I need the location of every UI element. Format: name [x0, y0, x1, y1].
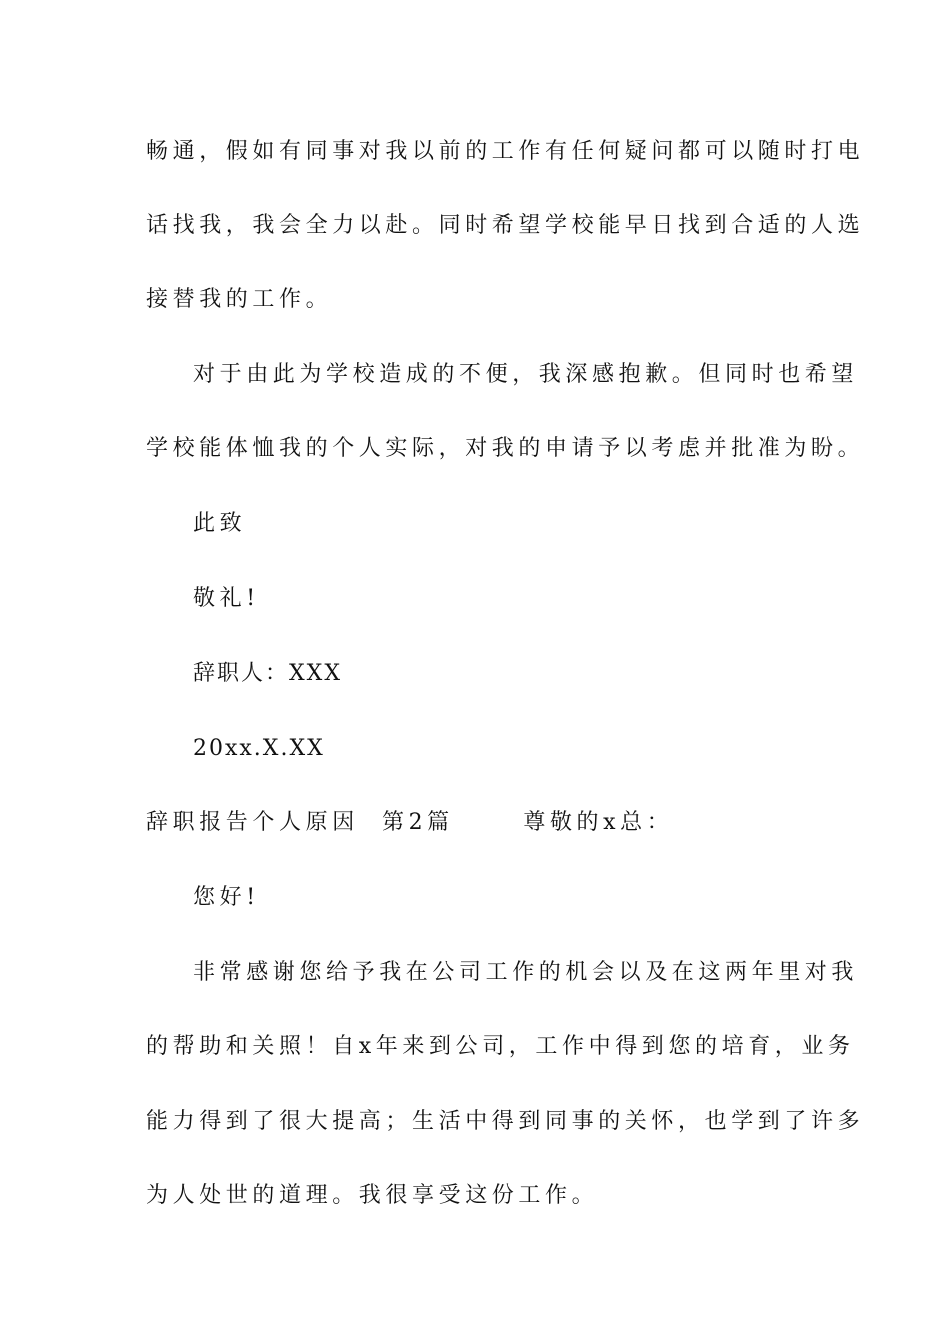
closing-regards: 敬礼! — [193, 586, 260, 611]
paragraph-line: 能力得到了很大提高；生活中得到同事的关怀，也学到了许多 — [146, 1109, 865, 1134]
paragraph-line: 学校能体恤我的个人实际，对我的申请予以考虑并批准为盼。 — [146, 436, 865, 461]
paragraph-line: 话找我，我会全力以赴。同时希望学校能早日找到合适的人选 — [146, 213, 865, 238]
letter-date: 20xx.X.XX — [193, 736, 325, 761]
greeting: 您好! — [193, 885, 260, 910]
paragraph-line: 的帮助和关照！自x年来到公司，工作中得到您的培育，业务 — [146, 1034, 855, 1059]
closing-salutation: 此致 — [193, 511, 247, 536]
signer-name: 辞职人：XXX — [193, 661, 342, 686]
paragraph-line: 非常感谢您给予我在公司工作的机会以及在这两年里对我 — [193, 960, 859, 985]
paragraph-line: 畅通，假如有同事对我以前的工作有任何疑问都可以随时打电 — [146, 139, 865, 164]
paragraph-line: 对于由此为学校造成的不便，我深感抱歉。但同时也希望 — [193, 362, 859, 387]
section-heading: 辞职报告个人原因 第2篇 尊敬的x总： — [146, 810, 674, 835]
paragraph-line: 接替我的工作。 — [146, 287, 333, 312]
paragraph-line: 为人处世的道理。我很享受这份工作。 — [146, 1183, 599, 1208]
